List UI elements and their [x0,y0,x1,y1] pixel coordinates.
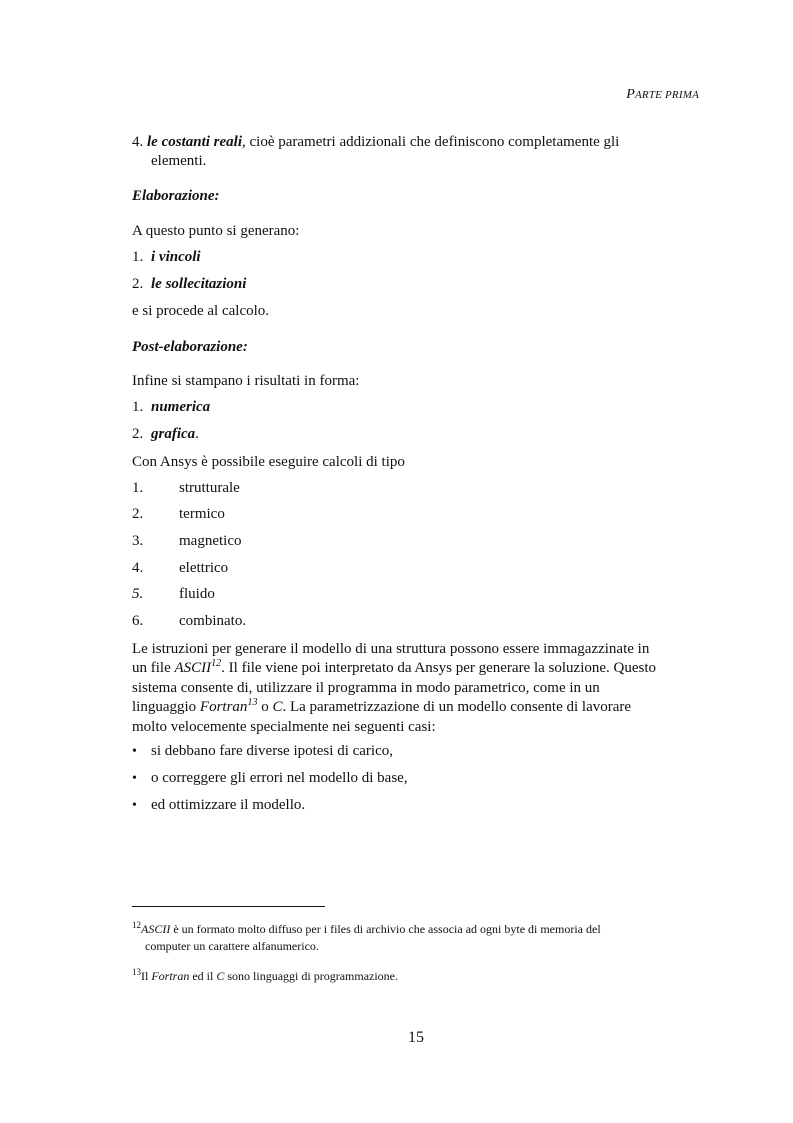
type-label: strutturale [179,480,240,496]
footnote-12-number: 12 [132,920,141,930]
elaborazione-item-1 [132,248,699,267]
item-4-term: le costanti reali [147,134,242,150]
paragraph-parametric [132,640,699,737]
footnote-12-line-1 [132,921,699,938]
footnote-12-term: ASCII [141,922,171,936]
footnote-13-number: 13 [132,967,141,977]
paragraph-line-2 [132,659,699,679]
paragraph-line-4 [132,698,699,718]
item-4 [132,133,699,171]
type-number: 2. [132,506,144,522]
post-item-2 [132,425,699,444]
elaborazione-item-1-term: i vincoli [151,249,201,265]
elaborazione-item-1-number: 1. [132,249,144,265]
footnote-13-c: C [216,969,225,983]
type-label: termico [179,506,225,522]
footnote-12-line-2: computer un carattere alfanumerico. [145,939,319,953]
header-first-letter: P [626,87,635,102]
heading-post-elaborazione: Post-elaborazione: [132,339,248,355]
bullet-icon: • [132,744,137,759]
bullet-icon: • [132,771,137,786]
elaborazione-item-2-term: le sollecitazioni [151,276,247,292]
elaborazione-outro: e si procede al calcolo. [132,303,270,319]
fortran-term: Fortran [199,699,248,715]
bullet-text: ed ottimizzare il modello. [151,797,306,813]
item-4-line-2: elementi. [151,153,207,169]
paragraph-line-4-b: o [257,699,273,715]
type-number: 1. [132,480,144,496]
type-row [132,612,699,631]
paragraph-line-5: molto velocemente specialmente nei seguenti casi: [132,719,436,735]
type-number: 6. [132,613,144,629]
page-number: 15 [408,1029,424,1046]
type-row [132,479,699,498]
paragraph-line-3: sistema consente di, utilizzare il programma in modo parametrico, come in un [132,680,600,696]
bullet-item [132,769,699,788]
ascii-term: ASCII [174,660,212,676]
running-header [420,86,699,104]
post-item-2-suffix: . [195,426,199,442]
item-4-line-1 [132,133,699,152]
post-intro: Infine si stampano i risultati in forma: [132,373,360,389]
header-rest: ARTE PRIMA [634,89,699,101]
footnote-ref-12[interactable]: 12 [211,658,222,669]
post-item-2-term: grafica [151,426,196,442]
type-row [132,585,699,604]
bullet-text: o correggere gli errori nel modello di base, [151,770,408,786]
footnote-rule [132,906,325,907]
paragraph-line-2-a: un file [132,660,175,676]
type-label: elettrico [179,560,229,576]
paragraph-line-4-d: . La parametrizzazione di un modello consente di lavorare [282,699,632,715]
type-number: 3. [132,533,144,549]
post-item-1 [132,398,699,417]
footnote-13-text-b: ed il [189,969,217,983]
item-4-number: 4. [132,134,144,150]
footnote-13-text-c: sono linguaggi di programmazione. [224,969,399,983]
post-item-2-number: 2. [132,426,144,442]
type-row [132,505,699,524]
type-row [132,532,699,551]
type-label: combinato. [179,613,247,629]
footnote-ref-13[interactable]: 13 [247,697,258,708]
paragraph-line-1: Le istruzioni per generare il modello di una struttura possono essere immagazzinate in [132,641,650,657]
footnote-12-text-1: è un formato molto diffuso per i files di archivio che associa ad ogni byte di memoria del [170,922,601,936]
footnote-12 [132,921,699,954]
bullet-item [132,796,699,815]
bullet-icon: • [132,798,137,813]
paragraph-line-4-a: linguaggio [132,699,200,715]
item-4-text-1: , cioè parametri addizionali che definiscono completamente gli [242,134,620,150]
footnote-13 [132,968,699,985]
post-item-1-number: 1. [132,399,144,415]
footnote-13-fortran: Fortran [151,969,190,983]
post-item-1-term: numerica [151,399,211,415]
heading-elaborazione: Elaborazione: [132,188,220,204]
type-label: magnetico [179,533,242,549]
elaborazione-item-2 [132,275,699,294]
footnote-13-text-a: Il [141,969,152,983]
ansys-intro: Con Ansys è possibile eseguire calcoli di tipo [132,454,405,470]
type-label: fluido [179,586,215,602]
bullet-text: si debbano fare diverse ipotesi di carico, [151,743,393,759]
c-term: C [272,699,283,715]
type-row [132,559,699,578]
elaborazione-item-2-number: 2. [132,276,144,292]
elaborazione-intro: A questo punto si generano: [132,223,300,239]
type-number: 4. [132,560,144,576]
type-number: 5. [132,586,144,602]
paragraph-line-2-b: . Il file viene poi interpretato da Ansys per generare la soluzione. Questo [221,660,657,676]
bullet-item [132,742,699,761]
